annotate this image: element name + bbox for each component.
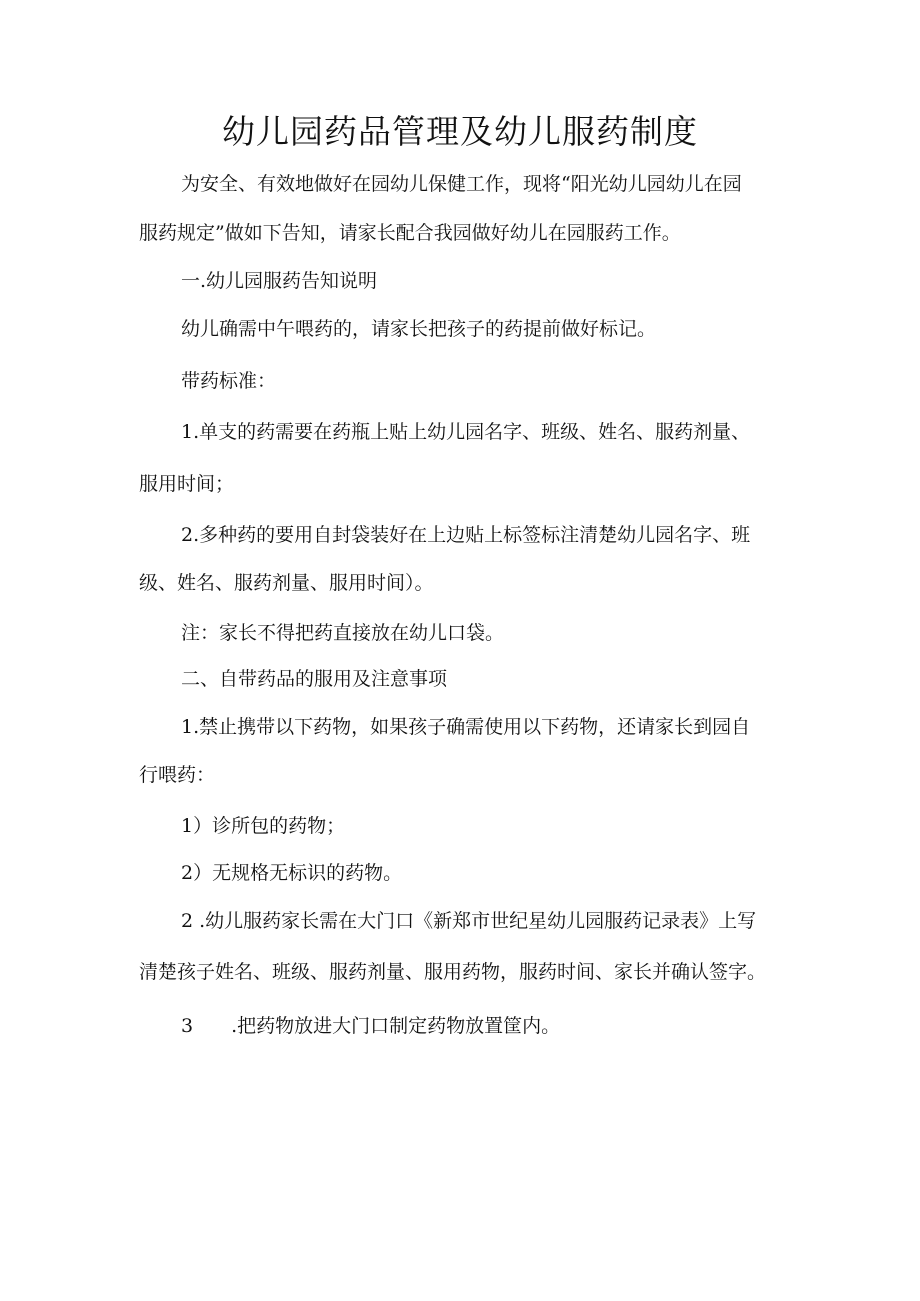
standard-heading: 带药标准： <box>181 370 277 392</box>
intro-line-2: 服药规定”做如下告知，请家长配合我园做好幼儿在园服药工作。 <box>139 222 681 244</box>
prohibited-item-1: 1）诊所包的药物； <box>181 815 346 837</box>
section-2-item-3: 3 .把药物放进大门口制定药物放置筐内。 <box>181 1015 561 1037</box>
section-1-paragraph: 幼儿确需中午喂药的，请家长把孩子的药提前做好标记。 <box>181 318 657 340</box>
section-2-item-1-line-2: 行喂药： <box>139 764 216 786</box>
section-2-item-2-line-2: 清楚孩子姓名、班级、服药剂量、服用药物，服药时间、家长并确认签字。 <box>139 961 767 983</box>
section-2-heading: 二、自带药品的服用及注意事项 <box>181 668 448 690</box>
section-2-item-1-line-1: 1.禁止携带以下药物，如果孩子确需使用以下药物，还请家长到园自 <box>181 716 751 738</box>
section-1-heading: 一.幼儿园服药告知说明 <box>181 270 378 292</box>
section-2-item-2-line-1: 2 .幼儿服药家长需在大门口《新郑市世纪星幼儿园服药记录表》上写 <box>181 910 757 932</box>
parent-note: 注：家长不得把药直接放在幼儿口袋。 <box>181 622 505 644</box>
prohibited-item-2: 2）无规格无标识的药物。 <box>181 862 403 884</box>
standard-item-1-line-1: 1.单支的药需要在药瓶上贴上幼儿园名字、班级、姓名、服药剂量、 <box>181 421 751 443</box>
intro-line-1: 为安全、有效地做好在园幼儿保健工作，现将“阳光幼儿园幼儿在园 <box>181 173 742 195</box>
standard-item-2-line-2: 级、姓名、服药剂量、服用时间）。 <box>139 572 434 594</box>
standard-item-1-line-2: 服用时间； <box>139 473 235 495</box>
standard-item-2-line-1: 2.多种药的要用自封袋装好在上边贴上标签标注清楚幼儿园名字、班 <box>181 524 751 546</box>
page-title: 幼儿园药品管理及幼儿服药制度 <box>222 112 698 151</box>
